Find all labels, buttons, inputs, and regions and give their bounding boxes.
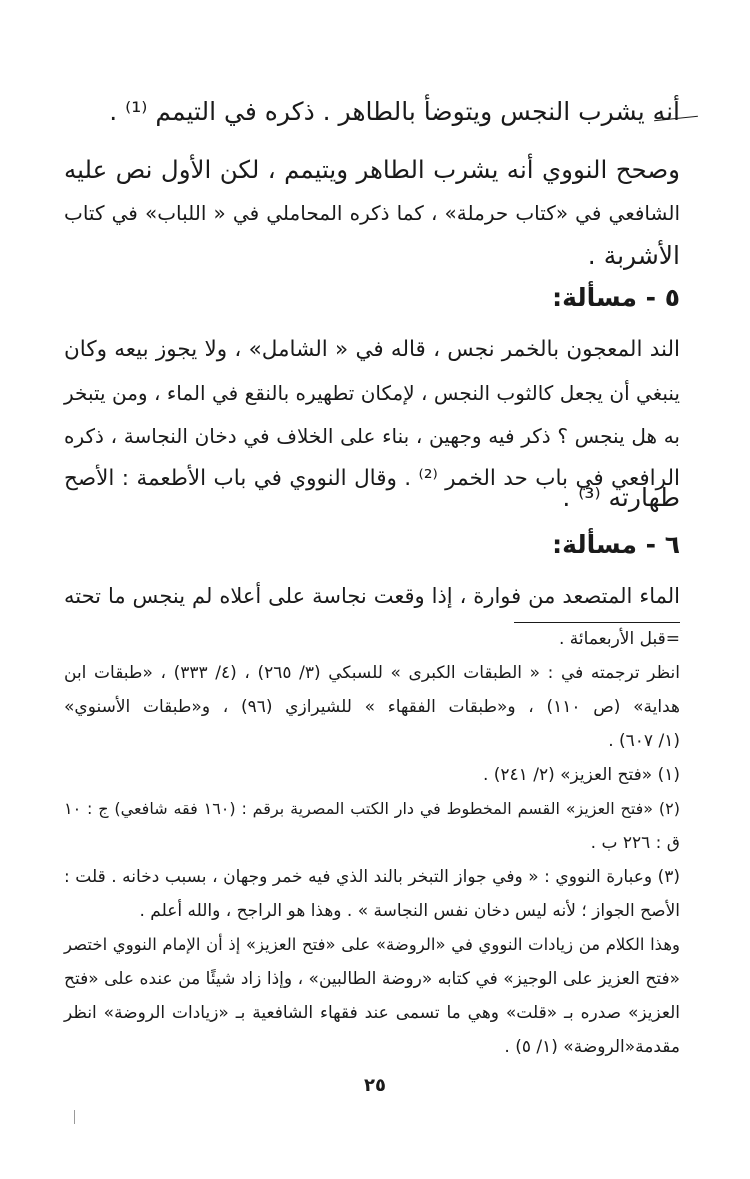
footnote-line: هداية» (ص ١١٠) ، و«طبقات الفقهاء » للشيرازي (٩٦) ، و«طبقات الأسنوي»	[64, 697, 680, 717]
footnote-separator	[514, 622, 680, 623]
section-heading-5: ٥ - مسألة:	[552, 283, 680, 312]
top-line: أنه يشرب النجس ويتوضأ بالطاهر . ذكره في التيمم ⁽¹⁾ .	[109, 97, 680, 126]
footnote-2-cont: ق : ٢٢٦ ب .	[590, 833, 680, 853]
footnote-3-cont: مقدمة«الروضة» (١/ ٥) .	[504, 1037, 680, 1057]
footnote-3-cont: وهذا الكلام من زيادات النووي في «الروضة» على «فتح العزيز» إذ أن الإمام النووي اختصر	[64, 935, 680, 954]
paragraph-2-line: طهارته ⁽³⁾ .	[562, 483, 680, 512]
paragraph-1-line: الشافعي في «كتاب حرملة» ، كما ذكره المحاملي في « اللباب» في كتاب	[64, 201, 680, 225]
footnote-line: (١/ ٦٠٧) .	[608, 731, 680, 751]
paragraph-2-line: به هل ينجس ؟ ذكر فيه وجهين ، بناء على الخلاف في دخان النجاسة ، ذكره	[64, 424, 680, 448]
footnote-3: (٣) وعبارة النووي : « وفي جواز التبخر بالند الذي فيه خمر وجهان ، بسبب دخانه . قلت :	[64, 867, 680, 887]
footnote-3-cont: «فتح العزيز على الوجيز» في كتابه «روضة الطالبين» ، وإذا زاد شيئًا من عنده على «فتح	[64, 969, 680, 989]
scan-mark	[74, 1110, 75, 1124]
footnote-line: انظر ترجمته في : « الطبقات الكبرى » للسبكي (٣/ ٢٦٥) ، (٤/ ٣٣٣) ، «طبقات ابن	[64, 663, 680, 683]
footnote-line: =قبل الأربعمائة .	[558, 629, 680, 649]
paragraph-2-line: الند المعجون بالخمر نجس ، قاله في « الشامل» ، ولا يجوز بيعه وكان	[64, 337, 680, 362]
footnote-3-cont: العزيز» صدره بـ «قلت» وهي ما تسمى عند فقهاء الشافعية بـ «زيادات الروضة» انظر	[64, 1003, 680, 1023]
paragraph-1-line: الأشربة .	[587, 241, 680, 270]
footnote-1: (١) «فتح العزيز» (٢/ ٢٤١) .	[482, 765, 680, 785]
footnote-2: (٢) «فتح العزيز» القسم المخطوط في دار الكتب المصرية برقم : (١٦٠ فقه شافعي) ج : ١٠	[64, 799, 680, 818]
page-number: ٢٥	[364, 1075, 386, 1096]
footnote-3-cont: الأصح الجواز ؛ لأنه ليس دخان نفس النجاسة » . وهذا هو الراجح ، والله أعلم .	[139, 901, 680, 921]
paragraph-1-line: وصحح النووي أنه يشرب الطاهر ويتيمم ، لكن الأول نص عليه	[64, 155, 680, 184]
paragraph-2-line: ينبغي أن يجعل كالثوب النجس ، لإمكان تطهيره بالنقع في الماء ، ومن يتبخر	[64, 381, 680, 405]
section-heading-6: ٦ - مسألة:	[552, 530, 680, 559]
paragraph-2-line: الرافعي في باب حد الخمر ⁽²⁾ . وقال النووي في باب الأطعمة : الأصح	[64, 466, 680, 491]
paragraph-3-line: الماء المتصعد من فوارة ، إذا وقعت نجاسة على أعلاه لم ينجس ما تحته	[64, 584, 680, 608]
